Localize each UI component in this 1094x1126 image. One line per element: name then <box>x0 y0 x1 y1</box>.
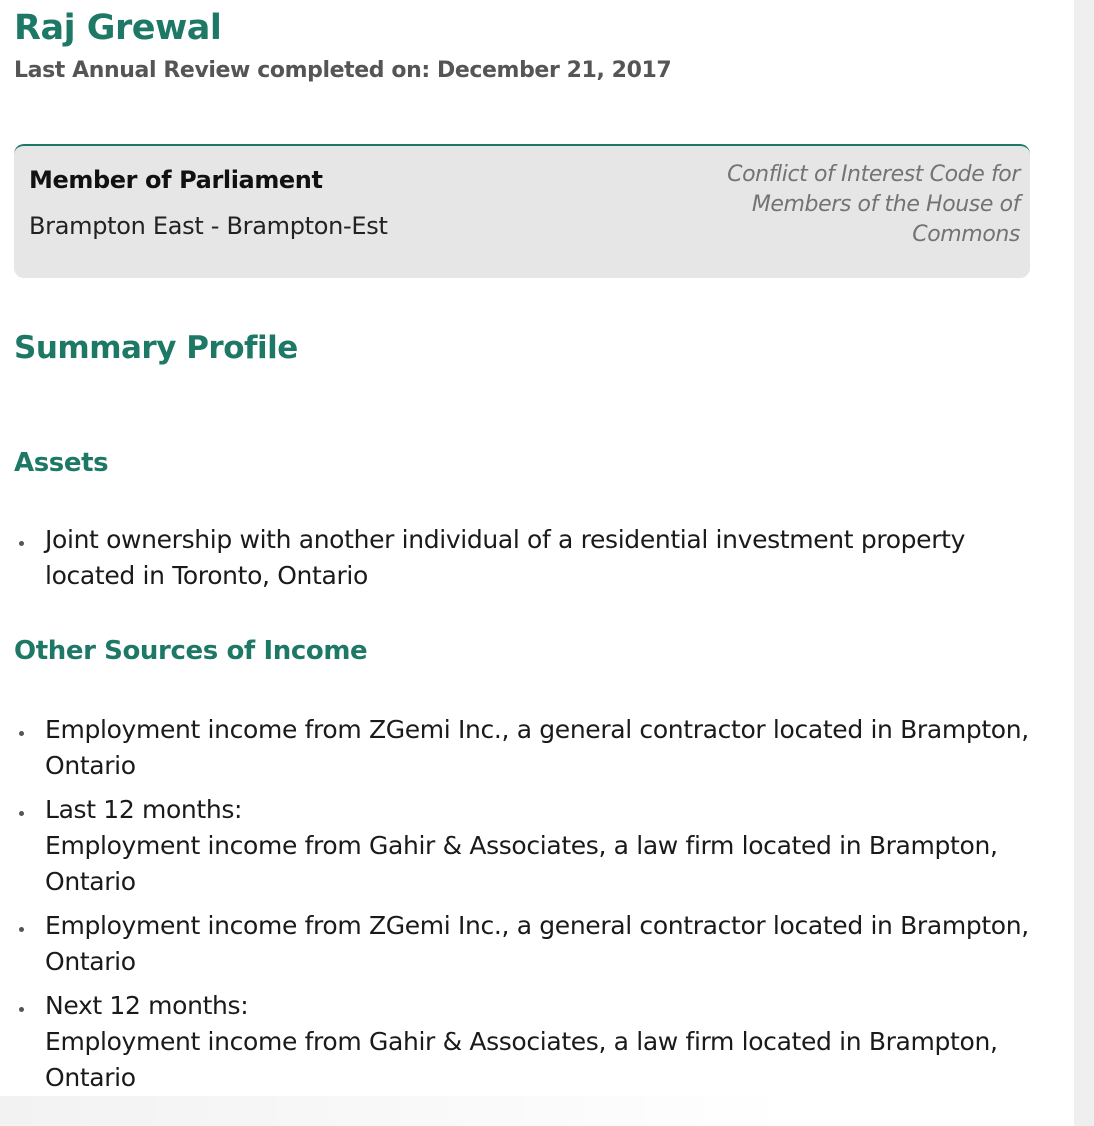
bullet-icon <box>19 927 24 932</box>
assets-list <box>14 522 1054 602</box>
riding-name: Brampton East - Brampton-Est <box>29 212 388 240</box>
list-item-text: Joint ownership with another individual of a residential investment property located in Toronto, Ontario <box>45 525 966 590</box>
list-item <box>14 522 1054 594</box>
income-list <box>14 712 1054 1104</box>
list-item-text: Employment income from Gahir & Associates, a law firm located in Brampton, Ontario <box>45 1027 998 1092</box>
assets-heading: Assets <box>14 448 109 478</box>
list-item <box>14 792 1054 900</box>
list-item <box>14 712 1054 784</box>
list-item-period: Last 12 months: <box>45 795 243 824</box>
bullet-icon <box>19 811 24 816</box>
list-item <box>14 908 1054 980</box>
code-reference: Conflict of Interest Code for Members of the House of Commons <box>727 162 1020 247</box>
bullet-icon <box>19 1007 24 1012</box>
list-item-text: Employment income from ZGemi Inc., a general contractor located in Brampton, Ontario <box>45 715 1029 780</box>
bullet-icon <box>19 541 24 546</box>
list-item-period: Next 12 months: <box>45 991 249 1020</box>
member-name: Raj Grewal <box>14 8 222 48</box>
role-title: Member of Parliament <box>29 166 323 194</box>
member-info-box <box>14 144 1030 278</box>
summary-profile-heading: Summary Profile <box>14 330 298 366</box>
last-review-date: Last Annual Review completed on: December 21, 2017 <box>14 58 672 83</box>
list-item-text: Employment income from Gahir & Associates, a law firm located in Brampton, Ontario <box>45 831 998 896</box>
page-scroll-gutter <box>1074 0 1094 1126</box>
list-item-text: Employment income from ZGemi Inc., a general contractor located in Brampton, Ontario <box>45 911 1029 976</box>
list-item <box>14 988 1054 1096</box>
other-income-heading: Other Sources of Income <box>14 636 368 666</box>
bullet-icon <box>19 731 24 736</box>
